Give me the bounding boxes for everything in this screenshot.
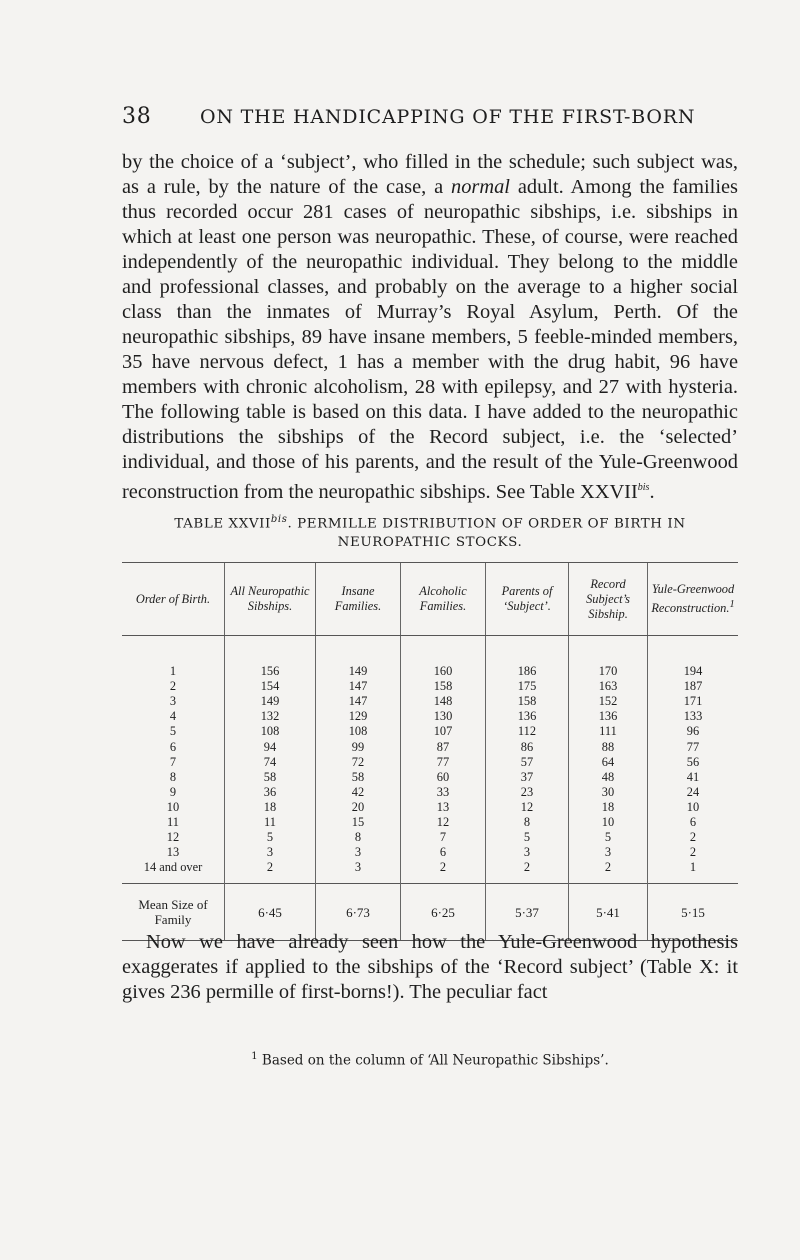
table-cell: 2: [486, 860, 569, 884]
column-header: Alcoholic Families.: [401, 563, 486, 636]
table-cell: 152: [569, 694, 648, 709]
table-cell: 36: [225, 785, 316, 800]
paragraph-1-text-b: adult. Among the families thus recorded occur 281 cases of neuropathic sibships, i.e. sibships in which at least one person was neuropathic. These, of course, were reached independently of the neuropathic individual. They belong to the middle and professional classes, and probably on the average to a higher social class than the inmates of Murray’s Royal Asylum, Perth. Of the neuropathic sibships, 89 have insane members, 5 feeble-minded members, 35 have nervous defect, 1 has a member with the drug habit, 96 have members with chronic alcoholism, 28 with epilepsy, and 27 with hysteria. The following table is based on this data. I have added to the neuropathic distributions the sibships of the Record subject, i.e. the ‘selected’ individual, and those of his parents, and the result of the Yule-Greenwood reconstruction from the neuropathic sibships. See Table XXVII: [122, 176, 738, 503]
table-cell: 1: [648, 860, 739, 884]
table-cell: 86: [486, 739, 569, 754]
table-cell: 136: [569, 709, 648, 724]
table-cell: 72: [316, 755, 401, 770]
column-header: Record Subject’s Sibship.: [569, 563, 648, 636]
table-cell: 57: [486, 755, 569, 770]
table-caption: [122, 510, 738, 552]
table-cell: 5: [486, 830, 569, 845]
table-cell: 7: [169, 754, 177, 769]
column-header-text: Yule-Greenwood Reconstruction.: [651, 581, 735, 616]
paragraph-1-emphasis: normal: [451, 176, 510, 198]
table-cell: 77: [648, 739, 739, 754]
page-number: 38: [122, 104, 152, 129]
table-cell: 2: [401, 860, 486, 884]
caption-sup: bis: [270, 514, 288, 525]
table-cell: 3: [316, 860, 401, 884]
table-row: [122, 845, 738, 860]
table-cell: 5: [225, 830, 316, 845]
table-row: [122, 679, 738, 694]
table-cell: 8: [169, 769, 177, 784]
footnote: [122, 1051, 738, 1069]
table-cell: 171: [648, 694, 739, 709]
table-cell: 5: [169, 724, 177, 739]
table-cell: 156: [225, 636, 316, 680]
column-header-reconstruction: [648, 563, 739, 636]
table-cell: 42: [316, 785, 401, 800]
table-cell: 96: [648, 724, 739, 739]
table-cell: 10: [648, 800, 739, 815]
column-header: Order of Birth.: [122, 563, 225, 636]
table-cell: 30: [569, 785, 648, 800]
table-cell: 74: [225, 755, 316, 770]
table-cell: 11: [167, 814, 179, 829]
table-cell: 2: [569, 860, 648, 884]
table-cell: 3: [225, 845, 316, 860]
table-row: [122, 755, 738, 770]
table-cell: 2: [648, 830, 739, 845]
table-row: [122, 815, 738, 830]
table-cell: 154: [225, 679, 316, 694]
table-cell: 6: [401, 845, 486, 860]
table-cell: 158: [401, 679, 486, 694]
table-cell: 3: [569, 845, 648, 860]
table-cell: 3: [486, 845, 569, 860]
footnote-text: Based on the column of ‘All Neuropathic Sibships’.: [257, 1052, 609, 1069]
table-cell: 111: [569, 724, 648, 739]
table-cell: 187: [648, 679, 739, 694]
table-row: [122, 785, 738, 800]
table-cell: 12: [486, 800, 569, 815]
footer-cell: 5·15: [648, 884, 739, 941]
table-cell: 10: [166, 799, 180, 814]
table-cell: 2: [169, 679, 177, 694]
paragraph-1: [122, 150, 738, 505]
table-cell: 133: [648, 709, 739, 724]
table-cell: 2: [225, 860, 316, 884]
table-cell: 160: [401, 636, 486, 680]
table-cell: 112: [486, 724, 569, 739]
table-row: [122, 709, 738, 724]
table-cell: 48: [569, 770, 648, 785]
table-cell: 158: [486, 694, 569, 709]
table-cell: 108: [225, 724, 316, 739]
paragraph-1-sup: bis: [637, 482, 650, 493]
table-cell: 108: [316, 724, 401, 739]
table-cell: 88: [569, 739, 648, 754]
table-cell: 94: [225, 739, 316, 754]
footnote-number: 1: [251, 1051, 258, 1062]
table-cell: 149: [225, 694, 316, 709]
table-cell: 149: [316, 636, 401, 680]
table-cell: 6: [648, 815, 739, 830]
caption-title: . PERMILLE DISTRIBUTION OF ORDER OF BIRTH IN NEUROPATHIC STOCKS.: [287, 516, 686, 551]
paragraph-2-text: Now we have already seen how the Yule-Greenwood hypothesis exaggerates if applied to the sibships of the ‘Record subject’ (Table X: it gives 236 permille of first-borns!). The peculiar fact: [122, 931, 738, 1003]
paragraph-1-text-a: by the choice of a ‘subject’, who filled in the schedule; such subject was, as a rule, by the nature of the case, a: [122, 151, 738, 198]
table-cell: 163: [569, 679, 648, 694]
footer-cell: 5·37: [486, 884, 569, 941]
table-cell: 15: [316, 815, 401, 830]
table-cell: 6: [169, 739, 177, 754]
table-cell: 8: [486, 815, 569, 830]
caption-prefix: TABLE XXVII: [174, 516, 271, 532]
table-cell: 147: [316, 679, 401, 694]
table-row: [122, 724, 738, 739]
table-cell: 107: [401, 724, 486, 739]
table-cell: 194: [648, 636, 739, 680]
column-header: Insane Families.: [316, 563, 401, 636]
birth-order-table: [122, 562, 738, 941]
table-cell: 12: [166, 830, 180, 845]
table-cell: 186: [486, 636, 569, 680]
footer-cell: 6·45: [225, 884, 316, 941]
table-cell: 64: [569, 755, 648, 770]
table-row: [122, 636, 738, 680]
table-cell: 37: [486, 770, 569, 785]
table-cell: 14 and over: [143, 860, 203, 875]
table-row: [122, 770, 738, 785]
table-cell: 11: [225, 815, 316, 830]
table-cell: 13: [401, 800, 486, 815]
table-cell: 12: [401, 815, 486, 830]
running-title: ON THE HANDICAPPING OF THE FIRST-BORN: [200, 106, 696, 128]
footer-cell: 5·41: [569, 884, 648, 941]
table-cell: 170: [569, 636, 648, 680]
table-cell: 129: [316, 709, 401, 724]
table-cell: 3: [169, 694, 177, 709]
table-cell: 18: [569, 800, 648, 815]
table-cell: 132: [225, 709, 316, 724]
table-cell: 130: [401, 709, 486, 724]
column-header: All Neuropathic Sibships.: [225, 563, 316, 636]
table-row: [122, 739, 738, 754]
table-cell: 23: [486, 785, 569, 800]
running-header: [122, 104, 760, 129]
table-cell: 41: [648, 770, 739, 785]
table-cell: 87: [401, 739, 486, 754]
table-row: [122, 830, 738, 845]
footer-cell: Mean Size of Family: [122, 884, 225, 941]
table-cell: 18: [225, 800, 316, 815]
footer-cell: 6·73: [316, 884, 401, 941]
table-cell: 24: [648, 785, 739, 800]
table-cell: 175: [486, 679, 569, 694]
table-cell: 147: [316, 694, 401, 709]
footnote-mark: 1: [729, 598, 735, 610]
table-cell: 1: [169, 664, 177, 679]
table-cell: 3: [316, 845, 401, 860]
paragraph-1-text-c: .: [649, 480, 655, 503]
table-cell: 56: [648, 755, 739, 770]
table-cell: 9: [169, 784, 177, 799]
table-cell: 4: [169, 709, 177, 724]
footer-cell: 6·25: [401, 884, 486, 941]
table-row: [122, 694, 738, 709]
table-cell: 7: [401, 830, 486, 845]
table-cell: 77: [401, 755, 486, 770]
table-cell: 13: [166, 845, 180, 860]
table-header-row: [122, 563, 738, 636]
column-header: Parents of ‘Subject’.: [486, 563, 569, 636]
table-row: [122, 800, 738, 815]
table-cell: 10: [569, 815, 648, 830]
table-cell: 60: [401, 770, 486, 785]
table-cell: 136: [486, 709, 569, 724]
table-cell: 5: [569, 830, 648, 845]
table-cell: 2: [648, 845, 739, 860]
table-cell: 33: [401, 785, 486, 800]
table-row: [122, 860, 738, 884]
table-cell: 58: [316, 770, 401, 785]
table-cell: 20: [316, 800, 401, 815]
table-cell: 148: [401, 694, 486, 709]
table-cell: 99: [316, 739, 401, 754]
paragraph-2: [122, 930, 738, 1005]
table-cell: 58: [225, 770, 316, 785]
table-cell: 8: [316, 830, 401, 845]
